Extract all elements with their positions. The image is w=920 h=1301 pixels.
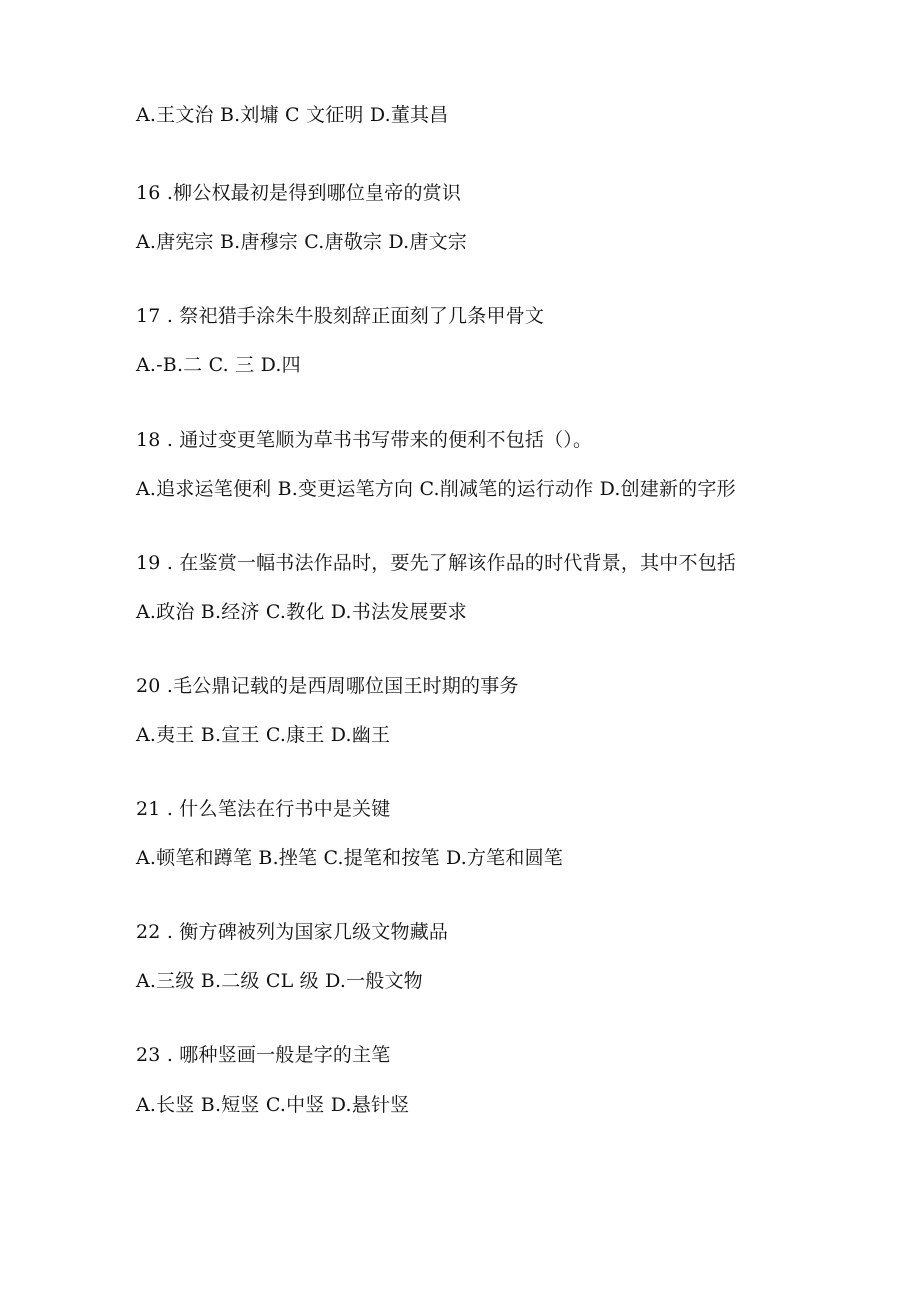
answer-options-22: A.三级 B.二级 CL 级 D.一般文物 bbox=[136, 970, 423, 992]
answer-options-20: A.夷王 B.宣王 C.康王 D.幽王 bbox=[136, 724, 391, 746]
question-19: 19 . 在鉴赏一幅书法作品时，要先了解该作品的时代背景，其中不包括 bbox=[136, 552, 737, 574]
question-17: 17 . 祭祀猎手涂朱牛股刻辞正面刻了几条甲骨文 bbox=[136, 305, 545, 327]
answer-options-17: A.-B.二 C. 三 D.四 bbox=[136, 354, 301, 376]
question-23: 23 . 哪种竖画一般是字的主笔 bbox=[136, 1044, 391, 1066]
answer-options-15: A.王文治 B.刘墉 C 文征明 D.董其昌 bbox=[136, 104, 449, 126]
answer-options-23: A.长竖 B.短竖 C.中竖 D.悬针竖 bbox=[136, 1094, 410, 1116]
answer-options-19: A.政治 B.经济 C.教化 D.书法发展要求 bbox=[136, 601, 467, 623]
question-16: 16 .柳公权最初是得到哪位皇帝的赏识 bbox=[136, 182, 462, 204]
question-20: 20 .毛公鼎记载的是西周哪位国王时期的事务 bbox=[136, 675, 519, 697]
question-18: 18 . 通过变更笔顺为草书书写带来的便利不包括（）。 bbox=[136, 429, 593, 451]
answer-options-18: A.追求运笔便利 B.变更运笔方向 C.削减笔的运行动作 D.创建新的字形 bbox=[136, 478, 736, 500]
question-22: 22 . 衡方碑被列为国家几级文物藏品 bbox=[136, 921, 449, 943]
answer-options-16: A.唐宪宗 B.唐穆宗 C.唐敬宗 D.唐文宗 bbox=[136, 231, 467, 253]
question-21: 21 . 什么笔法在行书中是关键 bbox=[136, 798, 391, 820]
answer-options-21: A.顿笔和蹲笔 B.挫笔 C.提笔和按笔 D.方笔和圆笔 bbox=[136, 847, 563, 869]
